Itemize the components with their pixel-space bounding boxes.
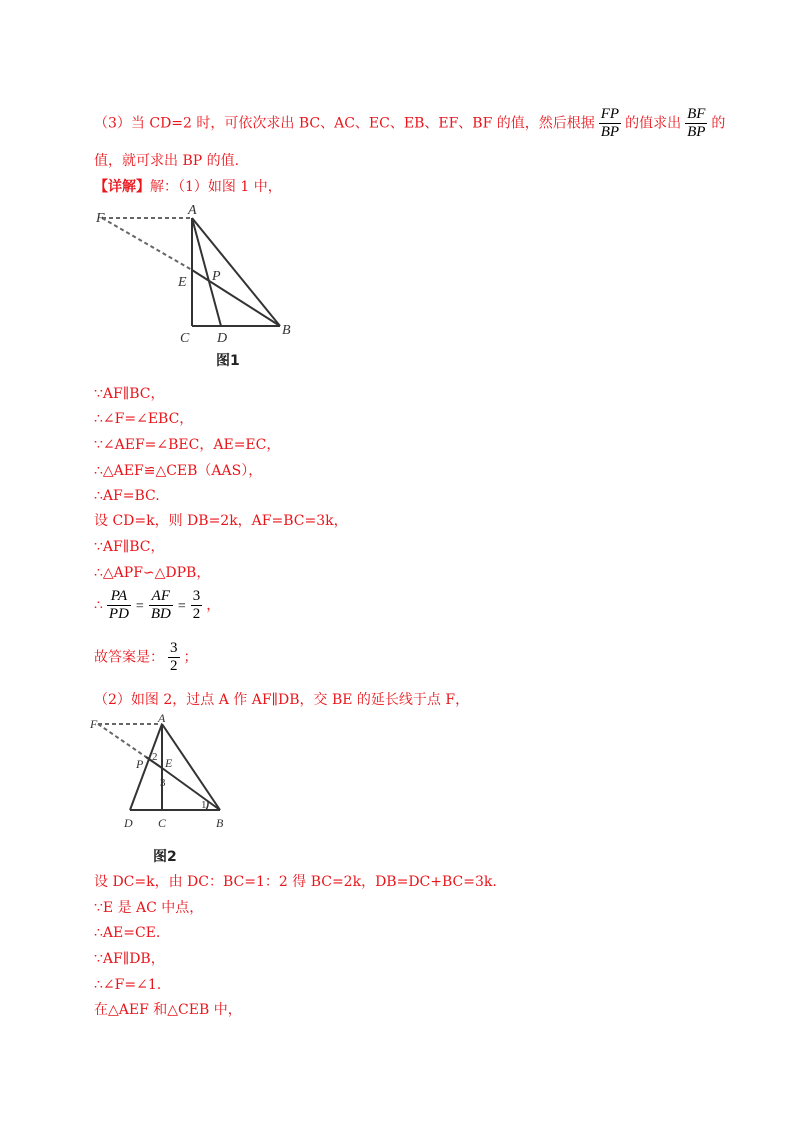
label-e: E <box>165 756 173 770</box>
segment-eb <box>192 270 280 326</box>
figure-2-diagram <box>88 712 248 834</box>
label-c: C <box>158 816 167 830</box>
part2-heading: （2）如图 2，过点 A 作 AF∥DB，交 BE 的延长线于点 F， <box>94 692 470 708</box>
frac-num: 3 <box>192 588 201 604</box>
step1-line: ∵∠AEF=∠BEC，AE=EC， <box>94 437 281 453</box>
fraction-bf-bp <box>685 106 707 141</box>
label-p: P <box>212 269 221 284</box>
detail-text: 解：（1）如图 1 中， <box>150 179 282 195</box>
frac-den: 2 <box>170 658 178 674</box>
segment-eb <box>162 768 220 810</box>
hint3-suffix: 的 <box>711 115 726 132</box>
label-d: D <box>217 331 228 346</box>
detail-heading <box>94 178 282 196</box>
label-b: B <box>282 323 291 338</box>
label-c: C <box>180 331 190 346</box>
label-angle-2: 2 <box>152 751 158 763</box>
step2-line: ∵AF∥DB， <box>94 951 165 967</box>
step2-line: ∴∠F=∠1. <box>94 977 162 993</box>
label-b: B <box>216 816 224 830</box>
step1-line: ∵AF∥BC， <box>94 386 165 402</box>
step2-line: ∵E 是 AC 中点， <box>94 900 204 916</box>
frac-num: 3 <box>170 640 178 656</box>
step1-line: ∴AF=BC. <box>94 488 160 504</box>
figure-2-caption: 图2 <box>153 849 177 865</box>
answer-fraction <box>168 640 180 675</box>
step2-line: 设 DC=k，由 DC：BC=1：2 得 BC=2k，DB=DC+BC=3k. <box>94 874 497 890</box>
frac-num: FP <box>600 106 620 122</box>
label-f: F <box>96 211 105 226</box>
step1-line: ∴∠F=∠EBC， <box>94 411 194 427</box>
frac-den: BP <box>687 124 706 140</box>
label-p: P <box>136 757 144 771</box>
step1-line: ∴△AEF≌△CEB（AAS）， <box>94 463 263 479</box>
detail-bracket: 【详解】 <box>94 179 150 195</box>
label-e: E <box>178 275 187 290</box>
step1-line: ∵AF∥BC， <box>94 539 165 555</box>
answer-prefix: 故答案是： <box>94 649 164 666</box>
frac-num: PA <box>107 588 131 606</box>
step1-line: ∴△APF∽△DPB， <box>94 565 211 581</box>
figure-1-caption: 图1 <box>216 353 240 369</box>
hint3-prefix: （3）当 CD=2 时，可依次求出 BC、AC、EC、EB、EF、BF 的值，然后根据 <box>94 115 595 132</box>
fraction-3-2 <box>191 588 203 623</box>
label-a: A <box>158 712 166 725</box>
label-angle-1: 1 <box>201 799 207 811</box>
fraction-fp-bp <box>599 106 621 141</box>
frac-den: BD <box>150 606 171 622</box>
answer-end: ； <box>183 649 198 666</box>
ratio-end: ， <box>206 597 221 614</box>
step2-line: 在△AEF 和△CEB 中， <box>94 1002 242 1018</box>
frac-den: PD <box>108 606 129 622</box>
fraction-pa-pd <box>107 588 131 623</box>
step1-line: 设 CD=k，则 DB=2k，AF=BC=3k， <box>94 513 348 529</box>
frac-num: AF <box>149 588 173 606</box>
hint3-mid: 的值求出 <box>625 115 682 132</box>
label-d: D <box>124 816 133 830</box>
step2-line: ∴AE=CE. <box>94 925 161 941</box>
figure-1-diagram <box>92 198 312 348</box>
dashed-fe <box>102 218 192 270</box>
frac-den: BP <box>600 124 620 140</box>
frac-num: BF <box>687 106 706 122</box>
hint3-line1 <box>94 106 725 141</box>
equals-sign: = <box>135 598 144 614</box>
hint3-line2: 值，就可求出 BP 的值. <box>94 153 240 169</box>
fraction-af-bd <box>149 588 173 623</box>
answer-line <box>94 640 198 675</box>
equals-sign: = <box>177 598 186 614</box>
label-angle-3: 3 <box>160 777 166 789</box>
ratio-equation <box>94 588 220 623</box>
segment-ab <box>192 218 280 326</box>
segment-ad <box>130 724 162 810</box>
label-a: A <box>188 203 197 218</box>
therefore-symbol: ∴ <box>94 597 103 614</box>
frac-den: 2 <box>192 606 201 622</box>
label-f: F <box>90 717 98 731</box>
